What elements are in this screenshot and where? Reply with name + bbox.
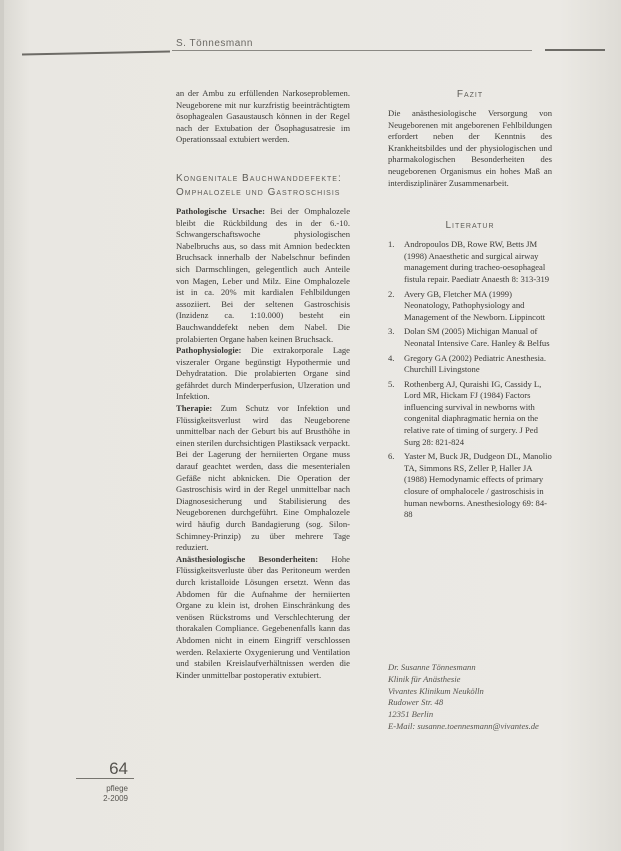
reference-text: Andropoulos DB, Rowe RW, Betts JM (1998) Anaesthetic and surgical airway management during tracheo-oesophageal fistula repair. Paediatr Anaesth 8: 313-319	[404, 239, 550, 284]
reference-item	[388, 451, 552, 521]
paragraph-lead: Anästhesiologische Besonderheiten:	[176, 553, 319, 564]
reference-number: 2.	[388, 288, 395, 299]
paragraph-lead: Pathologische Ursache:	[176, 205, 265, 216]
section-heading-line1: Kongenitale Bauchwanddefekte:	[176, 172, 342, 184]
paragraph-text: Bei der Omphalozele bleibt die Rückbildung des in der 6.-10. Schwangerschaftswoche physiologischen Nabelbruchs aus, so dass mit Amnion bedeckten Bruchsack innerhalb der Nabelschnur befinden sich Darmschlingen, gelegentlich auch Anteile von Magen, Leber und Milz. Eine Omphalozele ist in ca. 20% mit kardialen Fehlbildungen assoziiert. Bei der seltenen Gastroschisis (Inzidenz ca. 1:10.000) besteht ein Bauchwanddefekt neben dem Nabel. Die prolabierten Organe haben keinen Bruchsack.	[176, 205, 351, 344]
right-column	[388, 88, 552, 524]
paragraph-text: Zum Schutz vor Infektion und Flüssigkeitsverlust wird das Neugeborene unmittelbar nach der Geburt bis auf Brusthöhe in einen sterilen durchsichtigen Plastiksack verpackt. Bei der Lagerung der herniierten Organe muss darauf geachtet werden, dass die mesenterialen Gefäße nicht abknicken. Die Operation der Gastroschisis wird in der Regel unmittelbar nach Diagnosesicherung und Stabilisierung des Neugeborenen durchgeführt. Eine Omphalozele wird häufig durch Bandagierung (sog. Silon-Schimney-Prinzip) zu über mehrere Tage reduziert.	[176, 403, 350, 553]
reference-item	[388, 239, 552, 285]
fazit-heading: Fazit	[456, 89, 484, 100]
folio	[90, 760, 128, 804]
author-city: 12351 Berlin	[388, 709, 434, 720]
author-clinic: Klinik für Anästhesie	[388, 673, 461, 684]
author-street: Rudower Str. 48	[388, 697, 444, 708]
reference-number: 6.	[388, 451, 395, 462]
section-heading-line2: Omphalozele und Gastroschisis	[176, 186, 341, 198]
journal-name: pflege	[106, 784, 128, 793]
literatur-heading: Literatur	[445, 220, 495, 232]
paragraph-anaesthesie	[176, 554, 350, 682]
author-name: Dr. Susanne Tönnesmann	[388, 662, 476, 672]
reference-number: 4.	[388, 352, 395, 363]
section-heading	[176, 172, 350, 200]
paragraph-ursache	[176, 206, 350, 345]
reference-number: 3.	[388, 326, 395, 337]
paragraph-text: Hohe Flüssigkeitsverluste über das Peritoneum werden durch kristalloide Lösungen ersetzt. Wenn das Abdomen für die Aufnahme der herniierten Organe zu klein ist, drohen Einschränkung des venösen Rückstroms und Verschlechterung der thorakalen Compliance. Gegebenenfalls kann das Abdomen nicht in einem Eingriff verschlossen werden. Relaxierte Oxygenierung und Ventilation und stabilen Kreislaufverhältnissen werden die Kinder unmittelbar postoperativ extubiert.	[176, 553, 350, 680]
author-address	[388, 662, 558, 733]
reference-item	[388, 326, 552, 349]
reference-text: Rothenberg AJ, Quraishi IG, Cassidy L, Lord MR, Hickam FJ (1984) Factors influencing survival in newborns with congenital diaphragmatic hernia on the relative rate of timing of surgery. J Ped Surg 28: 821-824	[404, 378, 542, 447]
header-rule	[172, 50, 532, 51]
left-column	[176, 88, 350, 681]
reference-list	[388, 239, 552, 521]
author-hospital: Vivantes Klinikum Neukölln	[388, 685, 484, 696]
reference-item	[388, 289, 552, 324]
reference-text: Gregory GA (2002) Pediatric Anesthesia. Churchill Livingstone	[404, 352, 547, 375]
fazit-paragraph: Die anästhesiologische Versorgung von Neugeborenen mit angeborenen Fehlbildungen erfordert neben der Kenntnis des Krankheitsbildes und der physiologischen und pharmakologischen Besonderheiten des neugeborenen Organismus ein hohes Maß an interdisziplinärer Zusammenarbeit.	[388, 108, 552, 188]
paragraph-text: Die extrakorporale Lage viszeraler Organe begünstigt Hypothermie und Dehydratation. Die prolabierten Organe sind gefährdet durch Minderperfusion, Ulzeration und Infektion.	[176, 345, 350, 402]
intro-paragraph: an der Ambu zu erfüllenden Narkoseproblemen. Neugeborene mit nur kurzfristig beeinträchtigtem ösophagealen Gasaustausch können in der Regel nach der Extubation der Ösophagusatresie im Operationssaal extubiert werden.	[176, 88, 350, 145]
reference-item	[388, 379, 552, 449]
author-email[interactable]: E-Mail: susanne.toennesmann@vivantes.de	[388, 720, 539, 731]
reference-item	[388, 353, 552, 376]
header-rule-right	[545, 49, 605, 51]
paragraph-lead: Therapie:	[176, 403, 213, 414]
header-rule-left	[22, 50, 170, 55]
reference-text: Dolan SM (2005) Michigan Manual of Neonatal Intensive Care. Hanley & Belfus	[404, 326, 550, 348]
reference-number: 5.	[388, 378, 395, 389]
journal-issue: 2-2009	[103, 794, 128, 803]
binding-shadow	[0, 0, 4, 851]
page-number: 64	[109, 759, 128, 778]
reference-text: Avery GB, Fletcher MA (1999) Neonatology, Pathophysiology and Management of the Newborn. Lippincott	[404, 288, 546, 322]
reference-text: Yaster M, Buck JR, Dudgeon DL, Manolio TA, Simmons RS, Zeller P, Haller JA (1988) Hemodynamic effects of primary closure of omphalocele / gastroschisis in human newborns. Anesthesiology 69: 84-88	[404, 451, 552, 520]
paragraph-therapie	[176, 403, 350, 554]
running-head: S. Tönnesmann	[176, 38, 253, 49]
paragraph-lead: Pathophysiologie:	[176, 345, 242, 356]
reference-number: 1.	[388, 239, 395, 250]
paragraph-pathophysiologie	[176, 345, 350, 403]
